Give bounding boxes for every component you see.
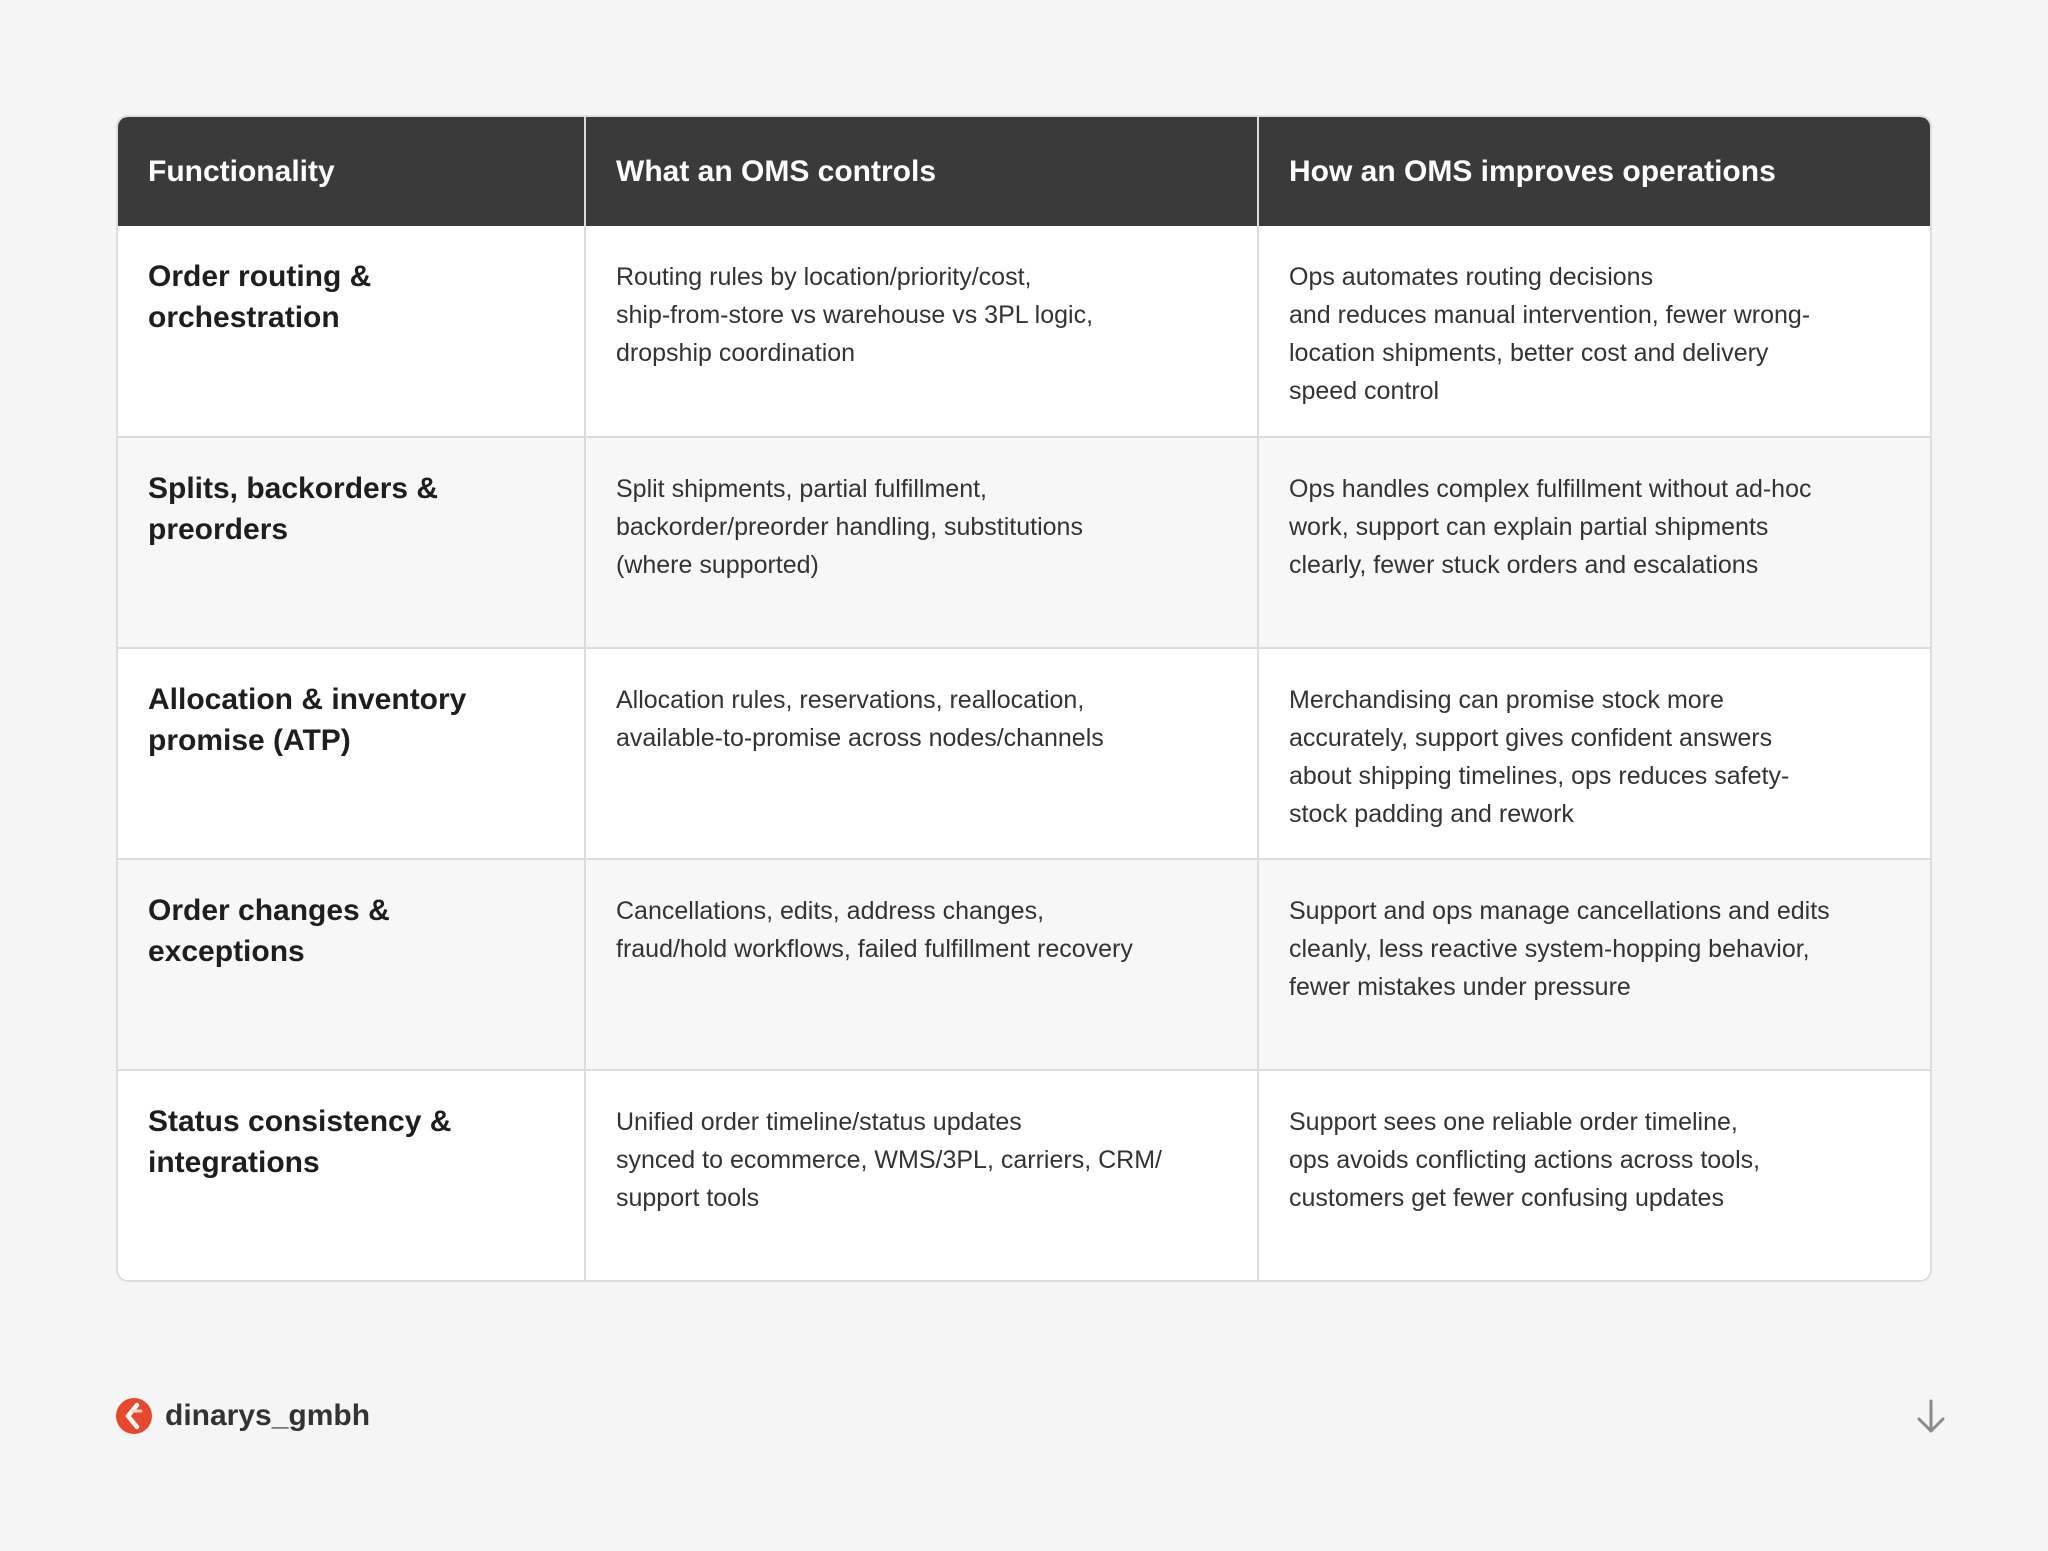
cell-line: Splits, backorders & xyxy=(148,472,439,505)
improves-cell xyxy=(1258,226,1930,437)
cell-line: Merchandising can promise stock more xyxy=(1289,686,1724,714)
cell-line: Support and ops manage cancellations and edits xyxy=(1289,897,1830,925)
cell-line: about shipping timelines, ops reduces safety- xyxy=(1289,762,1790,790)
cell-line: ops avoids conflicting actions across tools, xyxy=(1289,1146,1761,1174)
arrow-down-icon[interactable] xyxy=(1913,1397,1949,1437)
cell-line: cleanly, less reactive system-hopping behavior, xyxy=(1289,935,1810,963)
table-row xyxy=(118,859,1930,1070)
functionality-cell xyxy=(118,437,585,648)
cell-line: exceptions xyxy=(148,935,305,968)
cell-line: fewer mistakes under pressure xyxy=(1289,973,1631,1001)
cell-line: ship-from-store vs warehouse vs 3PL logic, xyxy=(616,301,1094,329)
cell-line: location shipments, better cost and delivery xyxy=(1289,339,1769,367)
cell-line: promise (ATP) xyxy=(148,724,351,757)
cell-line: Routing rules by location/priority/cost, xyxy=(616,263,1032,291)
controls-cell xyxy=(585,226,1258,437)
cell-line: synced to ecommerce, WMS/3PL, carriers, CRM/ xyxy=(616,1146,1162,1174)
cell-line: (where supported) xyxy=(616,551,819,579)
brand-footer[interactable] xyxy=(116,1397,370,1435)
cell-line: Allocation rules, reservations, reallocation, xyxy=(616,686,1085,714)
controls-cell xyxy=(585,437,1258,648)
cell-line: Ops handles complex fulfillment without ad-hoc xyxy=(1289,475,1812,503)
controls-cell xyxy=(585,859,1258,1070)
cell-line: Allocation & inventory xyxy=(148,683,467,716)
cell-line: integrations xyxy=(148,1146,320,1179)
cell-line: Unified order timeline/status updates xyxy=(616,1108,1022,1136)
brand-name: dinarys_gmbh xyxy=(165,1399,371,1432)
cell-line: Order routing & xyxy=(148,260,372,293)
functionality-cell xyxy=(118,226,585,437)
improves-cell xyxy=(1258,1070,1930,1281)
cell-line: speed control xyxy=(1289,377,1440,405)
cell-line: Support sees one reliable order timeline, xyxy=(1289,1108,1738,1136)
cell-line: available-to-promise across nodes/channels xyxy=(616,724,1104,752)
cell-line: orchestration xyxy=(148,301,340,334)
comparison-table-card xyxy=(116,115,1932,1282)
table-row xyxy=(118,648,1930,859)
functionality-cell xyxy=(118,859,585,1070)
cell-line: clearly, fewer stuck orders and escalations xyxy=(1289,551,1759,579)
cell-line: Split shipments, partial fulfillment, xyxy=(616,475,987,503)
functionality-cell xyxy=(118,648,585,859)
column-header-controls: What an OMS controls xyxy=(585,117,1258,226)
cell-line: customers get fewer confusing updates xyxy=(1289,1184,1724,1212)
cell-line: accurately, support gives confident answers xyxy=(1289,724,1773,752)
cell-line: Order changes & xyxy=(148,894,390,927)
oms-comparison-table xyxy=(118,117,1930,1281)
controls-cell xyxy=(585,648,1258,859)
cell-line: fraud/hold workflows, failed fulfillment recovery xyxy=(616,935,1133,963)
controls-cell xyxy=(585,1070,1258,1281)
functionality-cell xyxy=(118,1070,585,1281)
improves-cell xyxy=(1258,648,1930,859)
cell-line: preorders xyxy=(148,513,289,546)
improves-cell xyxy=(1258,437,1930,648)
cell-line: dropship coordination xyxy=(616,339,856,367)
table-row xyxy=(118,1070,1930,1281)
cell-line: support tools xyxy=(616,1184,760,1212)
improves-cell xyxy=(1258,859,1930,1070)
column-header-improves: How an OMS improves operations xyxy=(1258,117,1930,226)
cell-line: Status consistency & xyxy=(148,1105,452,1138)
column-header-functionality: Functionality xyxy=(118,117,585,226)
table-row xyxy=(118,226,1930,437)
cell-line: and reduces manual intervention, fewer wrong- xyxy=(1289,301,1811,329)
cell-line: work, support can explain partial shipments xyxy=(1289,513,1769,541)
cell-line: stock padding and rework xyxy=(1289,800,1574,828)
cell-line: Ops automates routing decisions xyxy=(1289,263,1654,291)
table-row xyxy=(118,437,1930,648)
cell-line: backorder/preorder handling, substitutions xyxy=(616,513,1083,541)
dinarys-logo-icon xyxy=(116,1398,152,1434)
cell-line: Cancellations, edits, address changes, xyxy=(616,897,1045,925)
table-header-row xyxy=(118,117,1930,226)
